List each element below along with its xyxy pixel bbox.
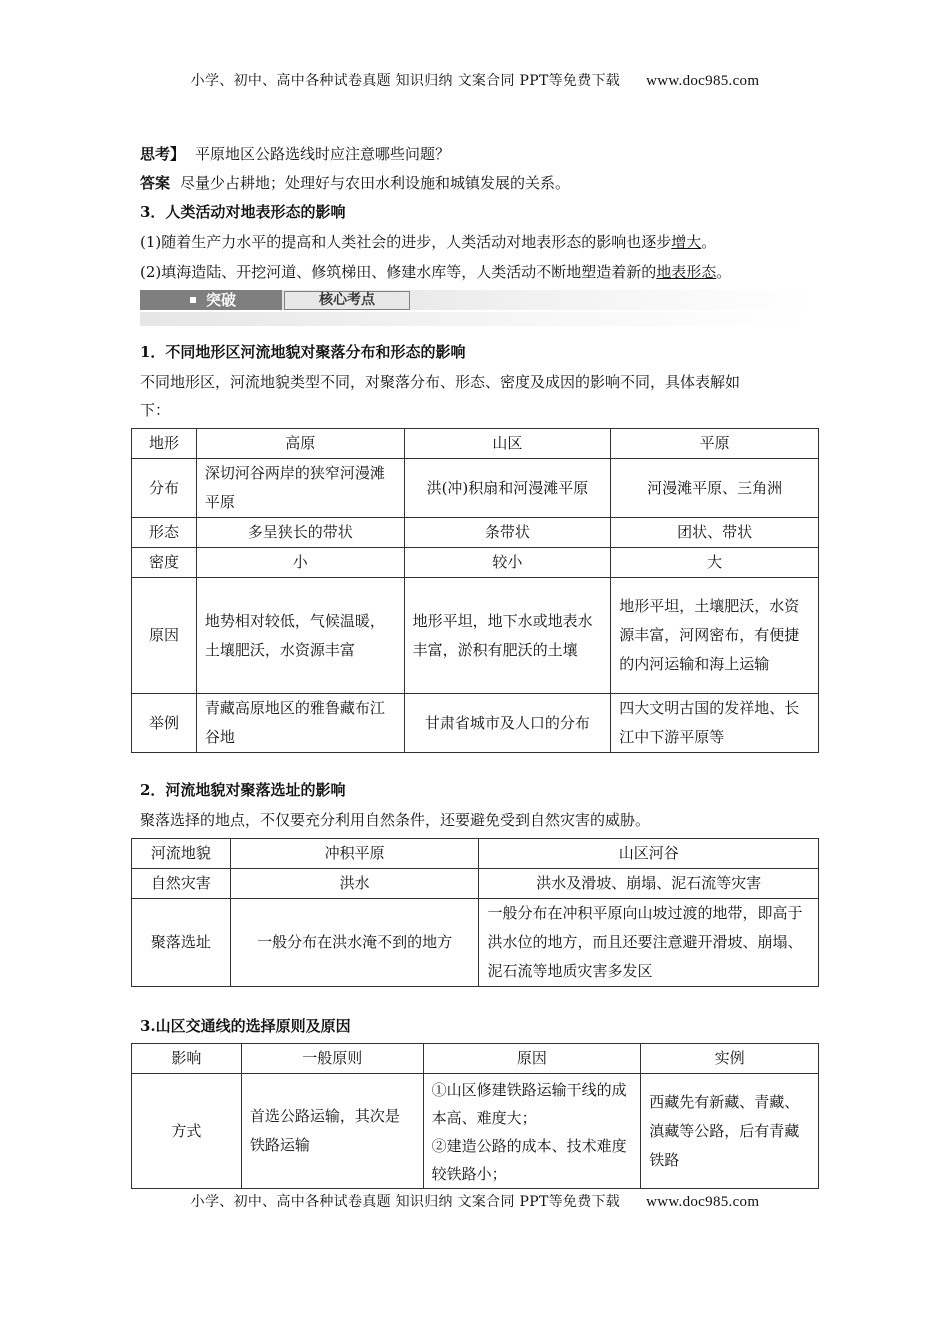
footer-url[interactable]: www.doc985.com <box>646 1194 760 1210</box>
row-label: 分布 <box>132 459 197 518</box>
table-cell: 青藏高原地区的雅鲁藏布江谷地 <box>196 694 404 753</box>
section-3-p2 <box>140 260 820 284</box>
mountain-transport-table <box>131 1043 819 1189</box>
reason-item: ①山区修建铁路运输干线的成本高、难度大； <box>431 1081 627 1127</box>
header-cell: 地形 <box>132 429 197 459</box>
reason-item: ②建造公路的成本、技术难度较铁路小； <box>431 1137 627 1183</box>
table-header-row <box>132 839 819 869</box>
table-cell: 多呈狭长的带状 <box>196 518 404 548</box>
row-label: 自然灾害 <box>132 869 231 899</box>
k2-intro: 聚落选择的地点，不仅要充分利用自然条件，还要避免受到自然灾害的威胁。 <box>140 811 651 829</box>
header-cell: 平原 <box>611 429 819 459</box>
k2-title: 2．河流地貌对聚落选址的影响 <box>140 781 346 799</box>
header-cell: 原因 <box>423 1044 641 1074</box>
table-cell: 团状、带状 <box>611 518 819 548</box>
table-cell: 洪(冲)积扇和河漫滩平原 <box>404 459 611 518</box>
banner-shadow <box>140 312 810 326</box>
row-label: 原因 <box>132 578 197 694</box>
square-icon <box>190 297 196 303</box>
table-cell: 洪水及滑坡、崩塌、泥石流等灾害 <box>479 869 819 899</box>
row-label: 举例 <box>132 694 197 753</box>
k1-intro-2: 下： <box>140 401 171 419</box>
table-cell: 西藏先有新藏、青藏、滇藏等公路，后有青藏铁路 <box>641 1074 819 1189</box>
think-line <box>140 142 820 166</box>
footer-text: 小学、初中、高中各种试卷真题 知识归纳 文案合同 PPT等免费下载 <box>190 1194 621 1210</box>
p2-underlined: 地表形态 <box>656 263 717 281</box>
table-cell: 四大文明古国的发祥地、长江中下游平原等 <box>611 694 819 753</box>
table-row <box>132 518 819 548</box>
header-cell: 实例 <box>641 1044 819 1074</box>
table-cell: 较小 <box>404 548 611 578</box>
header-url[interactable]: www.doc985.com <box>646 73 760 89</box>
header-text: 小学、初中、高中各种试卷真题 知识归纳 文案合同 PPT等免费下载 <box>190 73 621 89</box>
table-cell: 地形平坦，土壤肥沃，水资源丰富，河网密布，有便捷的内河运输和海上运输 <box>611 578 819 694</box>
banner-light-tab: 核心考点 <box>284 291 410 310</box>
row-label: 方式 <box>132 1074 242 1189</box>
table-row <box>132 694 819 753</box>
table-cell: 首选公路运输，其次是铁路运输 <box>241 1074 423 1189</box>
p2-text: (2)填海造陆、开挖河道、修筑梯田、修建水库等，人类活动不断地塑造着新的 <box>140 263 657 281</box>
banner-dark-label: 突破 <box>206 291 237 309</box>
table-cell: 条带状 <box>404 518 611 548</box>
table-cell: 大 <box>611 548 819 578</box>
table-row <box>132 578 819 694</box>
k3-title: 3.山区交通线的选择原则及原因 <box>140 1017 351 1035</box>
table-row <box>132 899 819 987</box>
answer-line <box>140 171 820 195</box>
table-cell: 地形平坦，地下水或地表水丰富，淤积有肥沃的土壤 <box>404 578 611 694</box>
table-cell: 甘肃省城市及人口的分布 <box>404 694 611 753</box>
p1-end: 。 <box>701 233 717 251</box>
reason-cell <box>423 1074 641 1189</box>
header-cell: 冲积平原 <box>230 839 479 869</box>
table-header-row <box>132 429 819 459</box>
table-row <box>132 459 819 518</box>
table-cell: 河漫滩平原、三角洲 <box>611 459 819 518</box>
core-points-banner <box>140 290 810 310</box>
table-row <box>132 1074 819 1189</box>
row-label: 形态 <box>132 518 197 548</box>
header-cell: 一般原则 <box>241 1044 423 1074</box>
table-cell: 小 <box>196 548 404 578</box>
row-label: 密度 <box>132 548 197 578</box>
k1-title: 1．不同地形区河流地貌对聚落分布和形态的影响 <box>140 343 466 361</box>
think-label: 思考】 <box>140 145 186 163</box>
banner-dark-tab <box>140 290 282 310</box>
landform-site-table <box>131 838 819 987</box>
page-footer <box>0 1190 950 1214</box>
table-cell: 地势相对较低，气候温暖，土壤肥沃，水资源丰富 <box>196 578 404 694</box>
header-cell: 影响 <box>132 1044 242 1074</box>
p1-underlined: 增大 <box>671 233 702 251</box>
table-cell: 一般分布在洪水淹不到的地方 <box>230 899 479 987</box>
table-cell: 一般分布在冲积平原向山坡过渡的地带，即高于洪水位的地方，而且还要注意避开滑坡、崩塌、泥石流等地质灾害多发区 <box>479 899 819 987</box>
table-cell: 深切河谷两岸的狭窄河漫滩平原 <box>196 459 404 518</box>
answer-label: 答案 <box>140 174 171 192</box>
header-cell: 高原 <box>196 429 404 459</box>
terrain-settlement-table <box>131 428 819 753</box>
page-header <box>0 70 950 90</box>
table-row <box>132 869 819 899</box>
answer-text: 尽量少占耕地；处理好与农田水利设施和城镇发展的关系。 <box>180 174 571 192</box>
header-cell: 山区 <box>404 429 611 459</box>
header-cell: 山区河谷 <box>479 839 819 869</box>
section-3-p1 <box>140 230 820 254</box>
row-label: 聚落选址 <box>132 899 231 987</box>
section-3-title: 3．人类活动对地表形态的影响 <box>140 203 346 221</box>
think-text: 平原地区公路选线时应注意哪些问题？ <box>195 145 451 163</box>
table-cell: 洪水 <box>230 869 479 899</box>
k1-intro-1: 不同地形区，河流地貌类型不同，对聚落分布、形态、密度及成因的影响不同，具体表解如 <box>140 373 741 391</box>
p2-end: 。 <box>716 263 732 281</box>
header-cell: 河流地貌 <box>132 839 231 869</box>
table-header-row <box>132 1044 819 1074</box>
p1-text: (1)随着生产力水平的提高和人类社会的进步，人类活动对地表形态的影响也逐步 <box>140 233 672 251</box>
table-row <box>132 548 819 578</box>
